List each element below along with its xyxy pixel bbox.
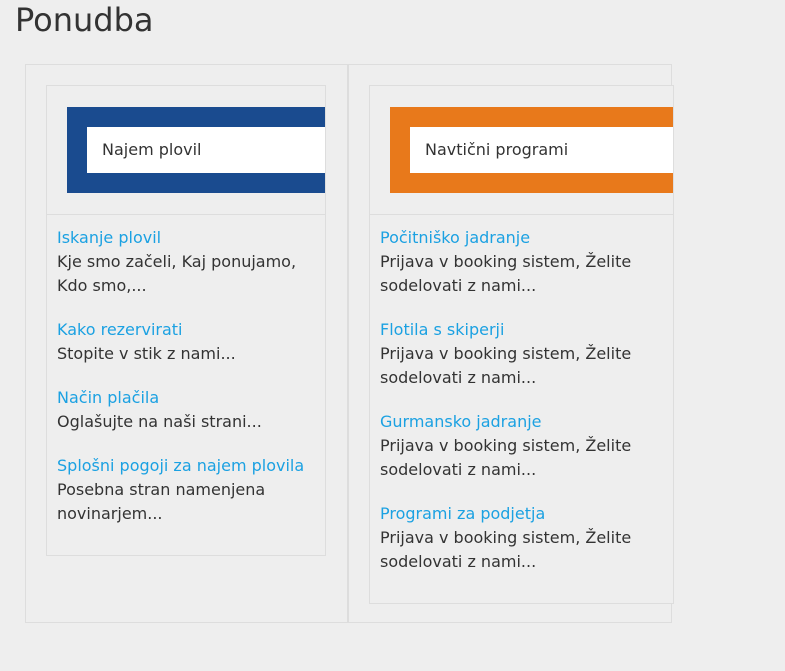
item-description: Prijava v booking sistem, Želite sodelovati z nami...	[380, 528, 632, 571]
item-link[interactable]: Flotila s skiperji	[380, 320, 505, 339]
item-description: Prijava v booking sistem, Želite sodelovati z nami...	[380, 252, 632, 295]
banner-label: Najem plovil	[102, 140, 202, 159]
list-item	[380, 226, 665, 298]
list-item	[380, 502, 665, 574]
item-description: Stopite v stik z nami...	[57, 344, 236, 363]
banner-label: Navtični programi	[425, 140, 569, 159]
item-description: Kje smo začeli, Kaj ponujamo, Kdo smo,...	[57, 252, 297, 295]
item-link[interactable]: Počitniško jadranje	[380, 228, 531, 247]
item-description: Prijava v booking sistem, Želite sodelovati z nami...	[380, 344, 632, 387]
card-boat-rental	[46, 85, 326, 556]
card-divider	[47, 214, 325, 215]
page-title: Ponudba	[15, 1, 154, 39]
item-link[interactable]: Kako rezervirati	[57, 320, 183, 339]
list-item	[57, 386, 317, 434]
item-link[interactable]: Splošni pogoji za najem plovila	[57, 456, 305, 475]
list-item	[57, 226, 317, 298]
item-link[interactable]: Iskanje plovil	[57, 228, 162, 247]
card-sailing-programs	[369, 85, 674, 604]
column-sailing-programs	[348, 65, 672, 622]
offer-panel	[25, 64, 672, 623]
banner-inner	[87, 127, 326, 173]
list-item	[57, 454, 317, 526]
item-description: Oglašujte na naši strani...	[57, 412, 262, 431]
card-divider	[370, 214, 673, 215]
item-link[interactable]: Način plačila	[57, 388, 160, 407]
banner-boat-rental[interactable]	[67, 107, 326, 193]
item-list	[57, 226, 317, 546]
list-item	[380, 318, 665, 390]
item-link[interactable]: Gurmansko jadranje	[380, 412, 542, 431]
list-item	[57, 318, 317, 366]
list-item	[380, 410, 665, 482]
banner-inner	[410, 127, 674, 173]
item-link[interactable]: Programi za podjetja	[380, 504, 546, 523]
item-list	[380, 226, 665, 594]
item-description: Posebna stran namenjena novinarjem...	[57, 480, 266, 523]
item-description: Prijava v booking sistem, Želite sodelovati z nami...	[380, 436, 632, 479]
banner-sailing-programs[interactable]	[390, 107, 674, 193]
column-boat-rental	[26, 65, 348, 622]
